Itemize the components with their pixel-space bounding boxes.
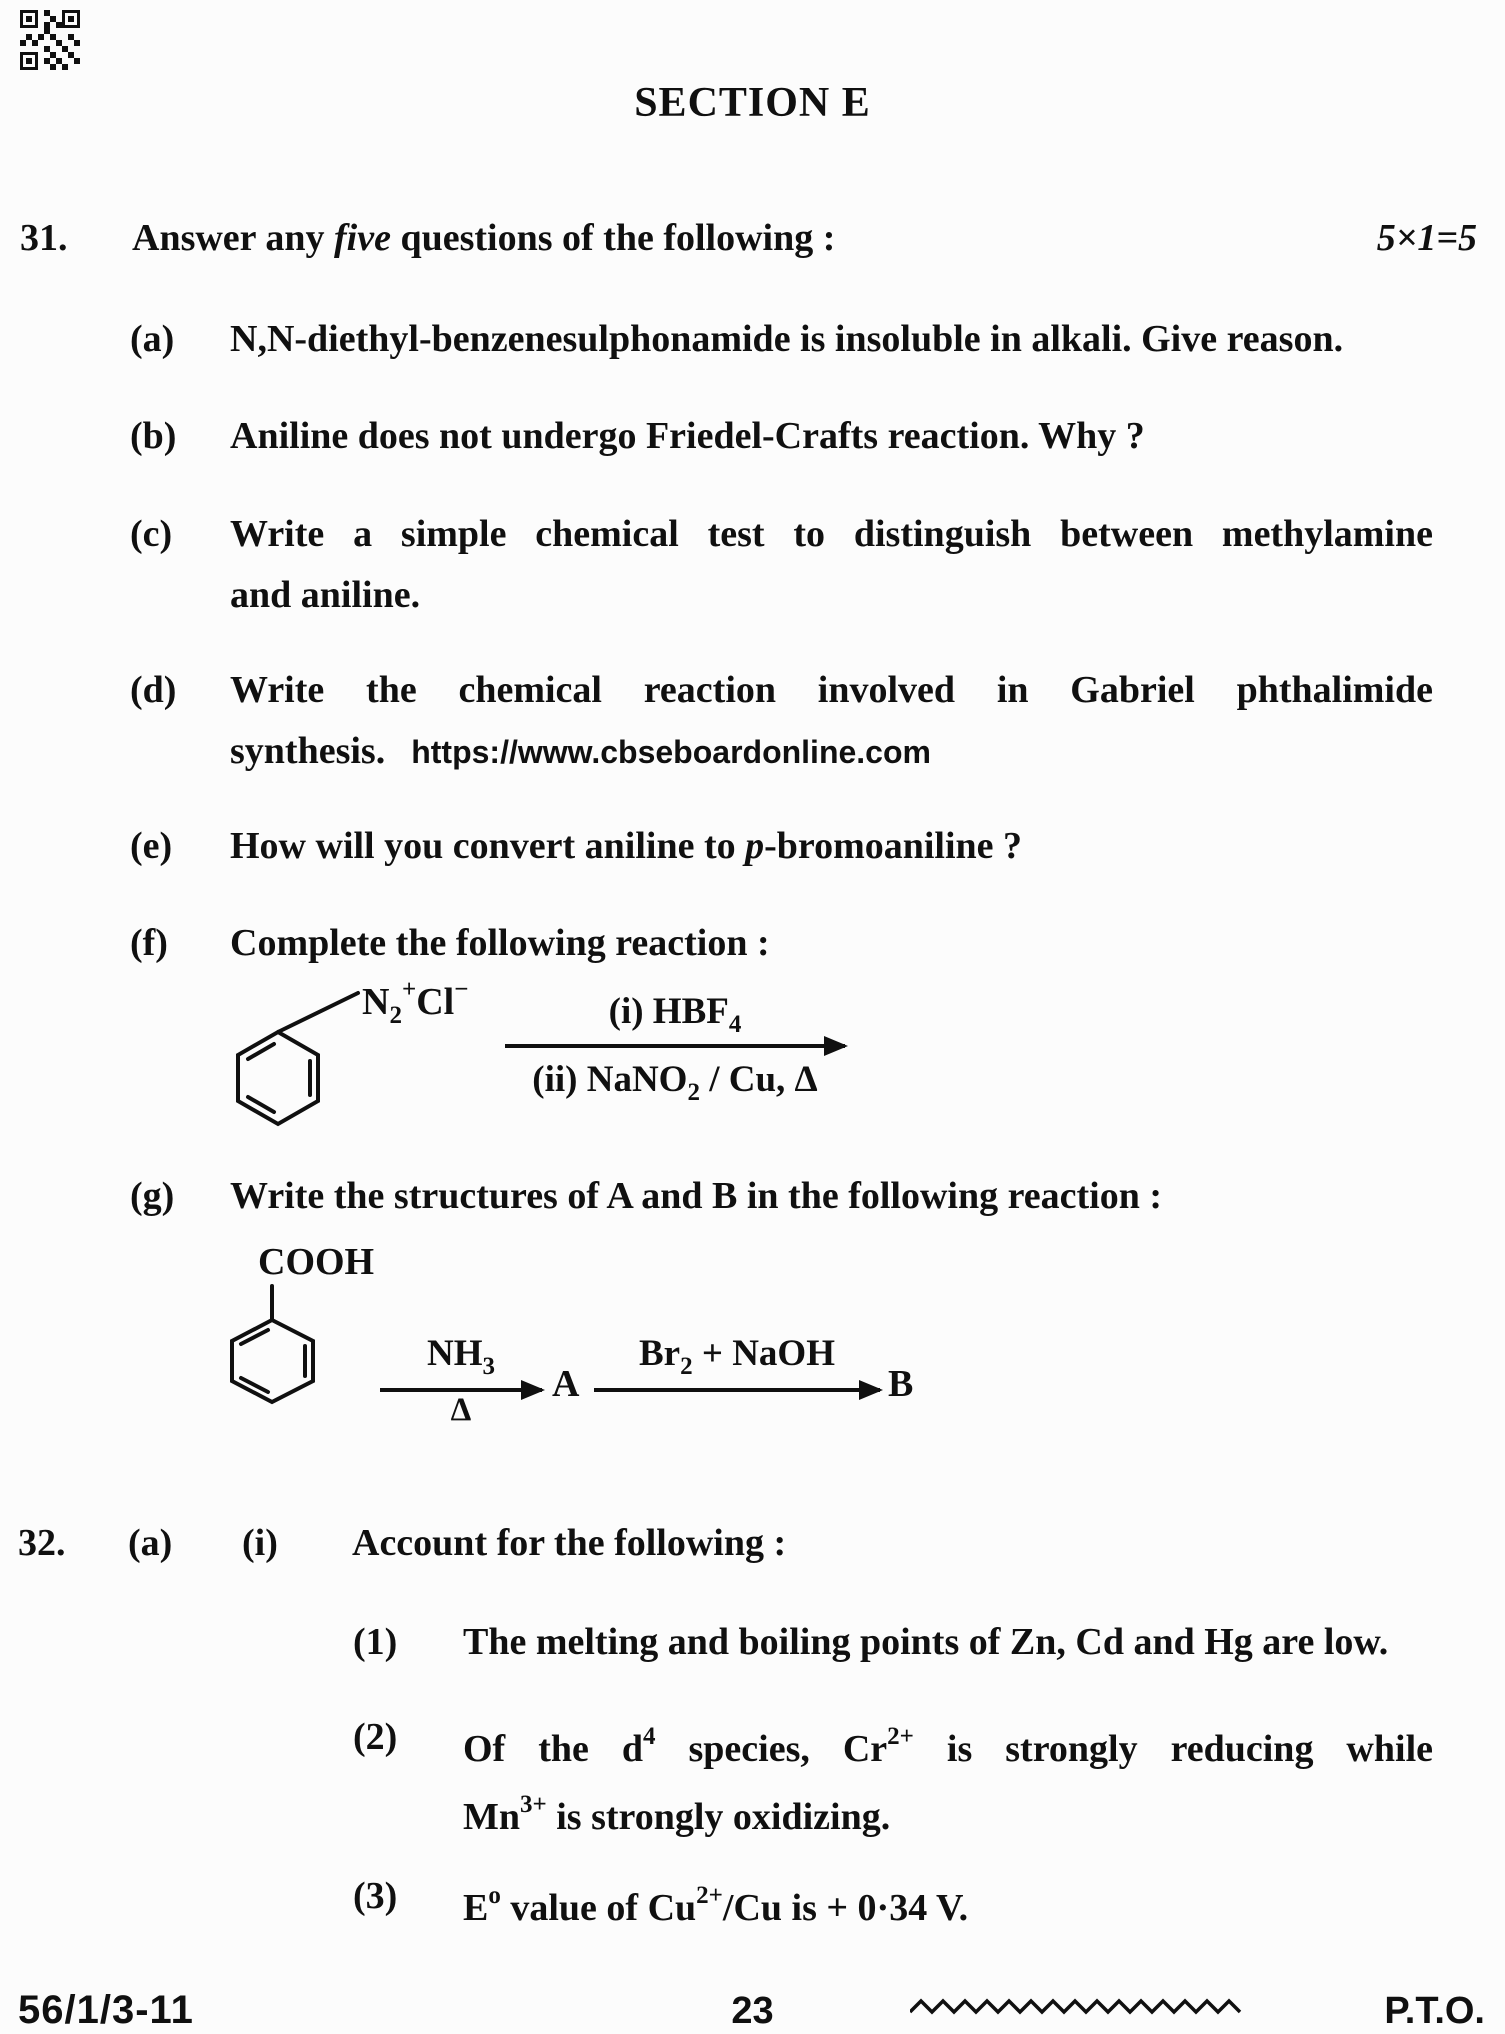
point-1: [0, 1614, 1505, 1670]
reagent-hbf: (i) HBF: [608, 991, 729, 1032]
reagent-cu-delta: / Cu, Δ: [699, 1059, 818, 1100]
item-a-label: (a): [130, 318, 175, 360]
point-2-line1: [463, 1709, 1433, 1777]
reagent-nano-sub: 2: [687, 1079, 700, 1106]
reagent-nh-sub: 3: [482, 1353, 495, 1380]
p3-seg3: /Cu is + 0·34 V.: [722, 1887, 969, 1929]
paper-code: 56/1/3-11: [18, 1988, 194, 2032]
pto-label: P.T.O.: [1384, 1990, 1485, 2032]
p3-sup-e: o: [488, 1882, 501, 1909]
reagent-nh: NH: [427, 1333, 483, 1374]
item-e-emphasis: p: [745, 825, 765, 867]
point-2-line2: [463, 1777, 1433, 1845]
p2-sup-cr: 2+: [887, 1723, 914, 1750]
item-g-text: Write the structures of A and B in the following reaction :: [230, 1175, 1163, 1217]
item-f-text: Complete the following reaction :: [230, 922, 770, 964]
p2-seg2: species, Cr: [655, 1728, 888, 1770]
point-1-label: (1): [353, 1621, 398, 1663]
item-e: [0, 816, 1505, 877]
diazonium-sub2: 2: [389, 1002, 402, 1029]
section-title: SECTION E: [634, 80, 871, 126]
benzene-ring-diazonium: [230, 985, 366, 1131]
question-31-intro: [132, 216, 835, 260]
reagent-below-arrow-f: [505, 1058, 845, 1107]
reagent-br-sub: 2: [680, 1353, 693, 1380]
point-3: [0, 1868, 1505, 1936]
question-31-marks: 5×1=5: [1376, 217, 1477, 259]
item-g-label: (g): [130, 1175, 175, 1217]
p2-sup-d4: 4: [643, 1723, 656, 1750]
item-d: [0, 660, 1505, 783]
item-a-text: N,N-diethyl-benzenesulphonamide is insoluble in alkali. Give reason.: [230, 318, 1344, 360]
question-32-number: 32.: [18, 1522, 66, 1564]
item-c-label: (c): [130, 513, 173, 555]
p3-seg2: value of Cu: [500, 1887, 697, 1929]
item-f-label: (f): [130, 922, 168, 964]
question-32-part: (a): [128, 1522, 173, 1564]
reagent-nano: (ii) NaNO: [532, 1059, 688, 1100]
item-e-label: (e): [130, 825, 173, 867]
benzene-ring-benzoic: [225, 1280, 325, 1410]
p2-seg5: is strongly oxidizing.: [546, 1796, 891, 1838]
diazonium-n: N: [362, 981, 390, 1023]
p2-sup-mn: 3+: [520, 1791, 547, 1818]
reaction-arrow2-g: [594, 1388, 880, 1392]
item-a: [0, 309, 1505, 370]
intro-post: questions of the following :: [390, 217, 836, 259]
reagent-br: Br: [639, 1333, 681, 1374]
p3-sup-cu: 2+: [696, 1882, 723, 1909]
item-b-label: (b): [130, 415, 177, 457]
diazonium-plus: +: [401, 976, 417, 1003]
point-3-text: [463, 1868, 1433, 1936]
intro-pre: Answer any: [132, 217, 334, 259]
item-d-word: synthesis.: [230, 730, 386, 772]
diazonium-minus: −: [454, 976, 469, 1003]
item-b-text: Aniline does not undergo Friedel-Crafts reaction. Why ?: [230, 415, 1145, 457]
item-d-line1: Write the chemical reaction involved in Gabriel phthalimide: [230, 669, 1433, 711]
reagent-above-arrow1-g: [380, 1332, 542, 1381]
p2-seg3: is strongly reducing while: [913, 1728, 1433, 1770]
question-32-heading: Account for the following :: [352, 1522, 787, 1564]
item-e-text: [230, 816, 1433, 877]
reagent-naoh: + NaOH: [692, 1333, 835, 1374]
item-e-post: -bromoaniline ?: [764, 825, 1023, 867]
p3-seg1: E: [463, 1887, 489, 1929]
question-32-subpart: (i): [242, 1522, 278, 1564]
diazonium-cl: Cl: [416, 981, 455, 1023]
item-f: [0, 913, 1505, 974]
reagent-above-arrow-f: [505, 990, 845, 1039]
diazonium-label: [362, 976, 468, 1030]
p2-seg4: Mn: [463, 1796, 520, 1838]
reagent-above-arrow2-g: [594, 1332, 880, 1381]
item-d-label: (d): [130, 669, 177, 711]
page-number: 23: [731, 1990, 774, 2032]
item-c-line2: and aniline.: [230, 574, 421, 616]
qr-code-icon: [20, 10, 80, 70]
item-e-pre: How will you convert aniline to: [230, 825, 746, 867]
intro-emphasis: five: [334, 217, 391, 259]
reagent-hbf-sub: 4: [728, 1011, 742, 1038]
watermark-url: https://www.cbseboardonline.com: [411, 734, 931, 770]
squiggle-divider: [910, 1996, 1242, 2018]
point-3-label: (3): [353, 1875, 398, 1917]
product-b-label: B: [888, 1363, 914, 1405]
cooh-label: COOH: [258, 1241, 375, 1283]
item-c: [0, 504, 1505, 626]
item-g: [0, 1166, 1505, 1227]
p2-seg1: Of the d: [463, 1728, 643, 1770]
item-d-line2: [230, 721, 1433, 783]
reaction-arrow-f: [505, 1044, 845, 1048]
point-2: [0, 1709, 1505, 1845]
item-c-line1: Write a simple chemical test to distinguish between methylamine: [230, 513, 1433, 555]
question-31-number: 31.: [20, 217, 68, 259]
point-1-text: The melting and boiling points of Zn, Cd and Hg are low.: [463, 1621, 1389, 1663]
point-2-label: (2): [353, 1716, 398, 1758]
delta-below-arrow1: Δ: [450, 1392, 472, 1428]
item-b: [0, 406, 1505, 467]
product-a-label: A: [552, 1363, 580, 1405]
